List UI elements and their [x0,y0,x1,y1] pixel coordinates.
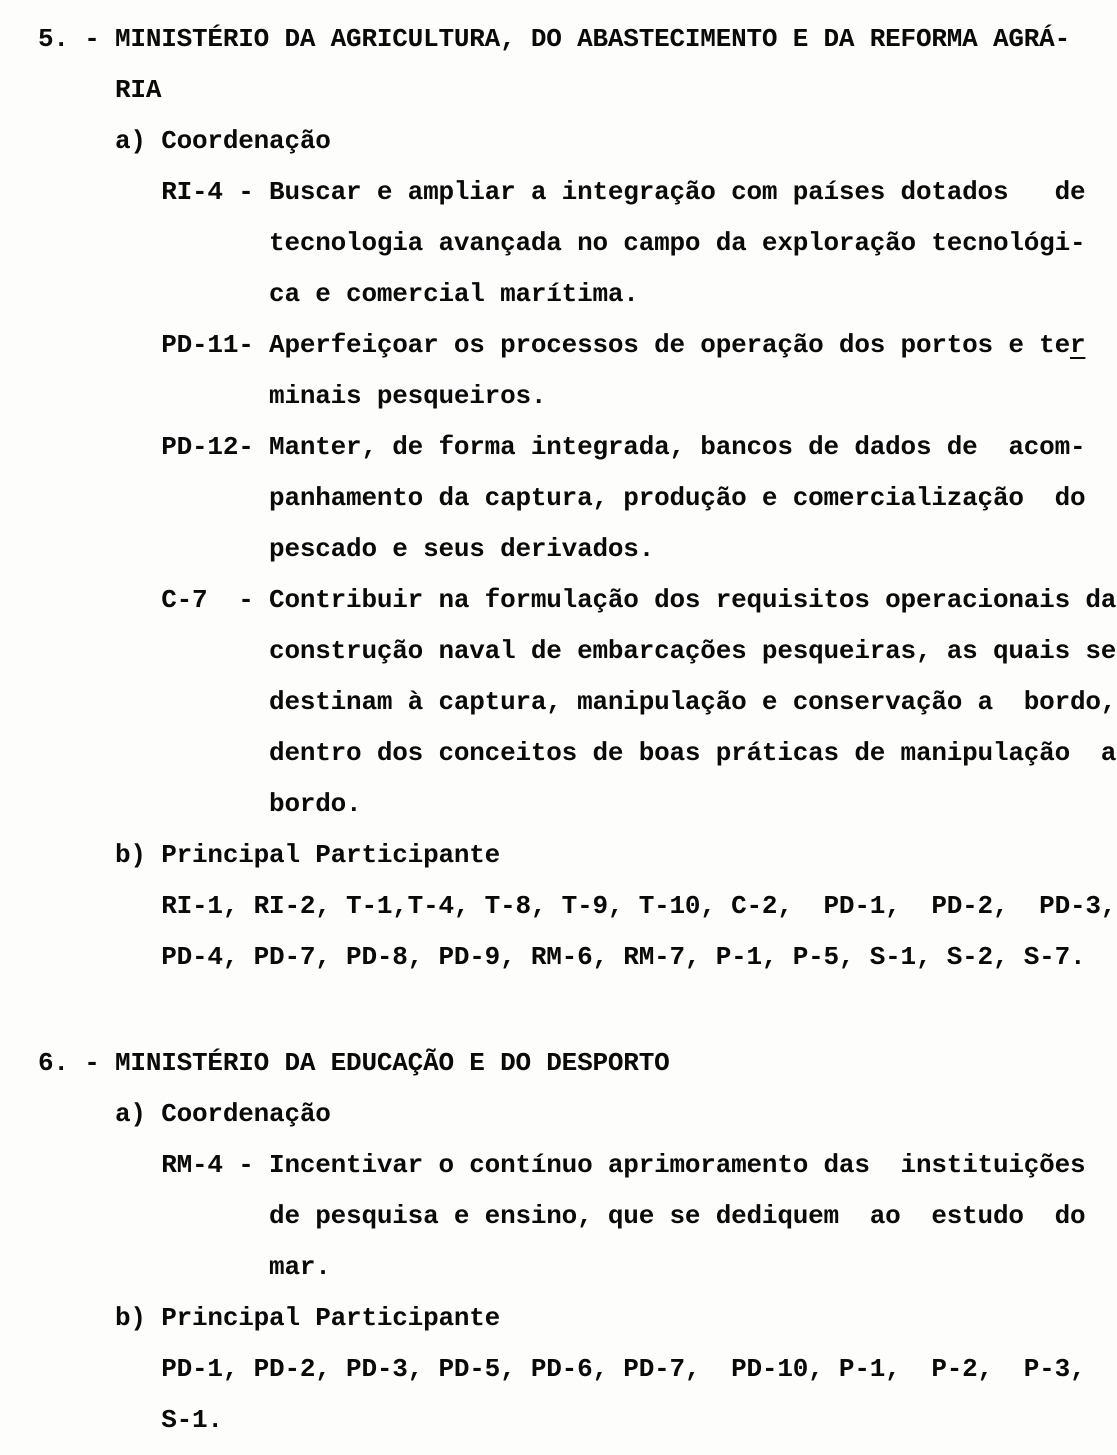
item-c-7-line-3: destinam à captura, manipulação e conservação a bordo, [38,687,1117,717]
section-5-participants-line-1: RI-1, RI-2, T-1,T-4, T-8, T-9, T-10, C-2, PD-1, PD-2, PD-3, [38,891,1117,921]
section-6-participants-line-2: S-1. [38,1405,223,1435]
section-5-heading-line-1: 5. - MINISTÉRIO DA AGRICULTURA, DO ABASTECIMENTO E DA REFORMA AGRÁ- [38,24,1070,54]
item-pd-11-line-2: minais pesqueiros. [38,381,547,411]
section-6-participants-line-1: PD-1, PD-2, PD-3, PD-5, PD-6, PD-7, PD-10, P-1, P-2, P-3, [38,1354,1086,1384]
item-pd-12-line-3: pescado e seus derivados. [38,534,655,564]
item-pd-12-line-2: panhamento da captura, produção e comercialização do [38,483,1086,513]
item-c-7-line-2: construção naval de embarcações pesqueiras, as quais se [38,636,1117,666]
section-6-coordination-label: a) Coordenação [38,1099,331,1129]
section-6-heading: 6. - MINISTÉRIO DA EDUCAÇÃO E DO DESPORTO [38,1048,670,1078]
section-5-coordination-label: a) Coordenação [38,126,331,156]
item-rm-4-line-2: de pesquisa e ensino, que se dediquem ao estudo do [38,1201,1086,1231]
item-rm-4-line-3: mar. [38,1252,331,1282]
item-ri-4-line-3: ca e comercial marítima. [38,279,639,309]
section-5-heading-line-2: RIA [38,75,162,105]
item-ri-4-line-1: RI-4 - Buscar e ampliar a integração com países dotados de [38,177,1086,207]
item-c-7-line-4: dentro dos conceitos de boas práticas de manipulação a [38,738,1117,768]
underlined-continuation-letter: r [1069,330,1086,360]
section-5-participants-line-2: PD-4, PD-7, PD-8, PD-9, RM-6, RM-7, P-1, P-5, S-1, S-2, S-7. [38,942,1086,972]
item-pd-11-line-1-text: PD-11- Aperfeiçoar os processos de operação dos portos e te [38,330,1070,360]
item-c-7-line-1: C-7 - Contribuir na formulação dos requisitos operacionais da [38,585,1117,615]
item-rm-4-line-1: RM-4 - Incentivar o contínuo aprimoramento das instituições [38,1150,1086,1180]
section-6-participants-label: b) Principal Participante [38,1303,501,1333]
item-ri-4-line-2: tecnologia avançada no campo da exploração tecnológi- [38,228,1086,258]
section-gap [38,983,1117,1038]
section-5-participants-label: b) Principal Participante [38,840,501,870]
item-pd-12-line-1: PD-12- Manter, de forma integrada, bancos de dados de acom- [38,432,1086,462]
item-c-7-line-5: bordo. [38,789,362,819]
item-pd-11-line-1 [38,320,1117,371]
